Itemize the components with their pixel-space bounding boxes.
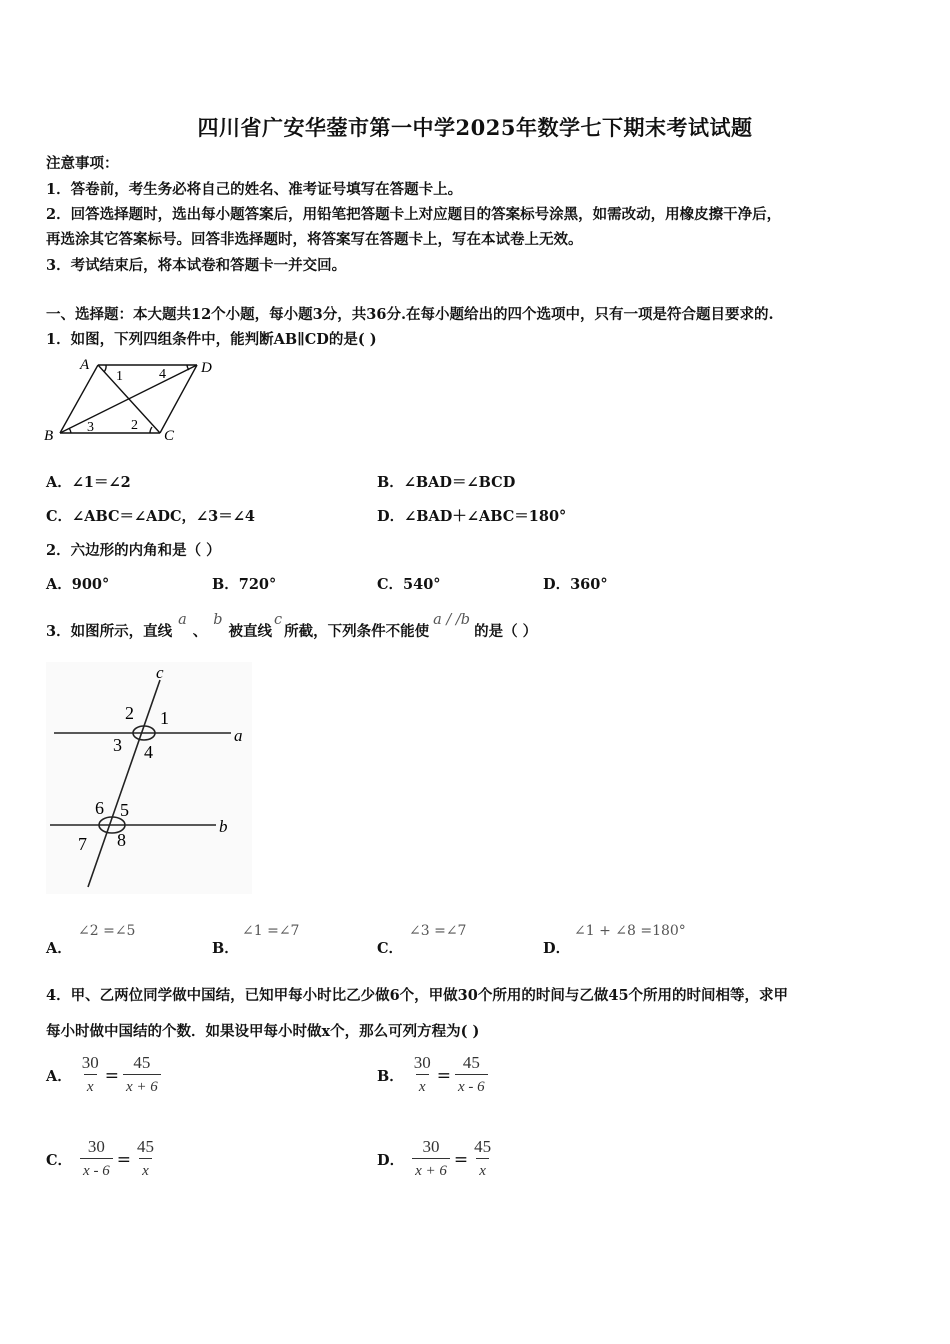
q3-option-c-label[interactable]: C． [377,940,404,957]
q3-label-4: 4 [144,742,153,762]
q3-label-3: 3 [113,735,122,755]
q3-option-a-label[interactable]: A． [46,940,72,957]
numerator: 30 [87,1137,105,1156]
q3-var-ab: a / /b [433,612,471,628]
q4-option-a-frac-right [123,1052,161,1099]
q3-stem-part5: 的是（ ） [474,623,538,640]
q3-stem [46,612,538,641]
q1-stem: 1．如图，下列四组条件中，能判断AB∥CD的是( ) [46,331,377,348]
q3-var-c: c [274,612,283,628]
q4-option-d[interactable] [377,1136,493,1183]
q1-parallelogram-figure [40,352,230,447]
denominator: x [476,1158,489,1183]
page-title: 四川省广安华蓥市第一中学2025年数学七下期末考试试题 [197,115,753,140]
notice-item-3: 3．考试结束后，将本试卷和答题卡一并交回。 [46,257,347,274]
q4-option-c[interactable] [46,1136,156,1183]
q4-option-d-frac-left [412,1136,450,1183]
numerator: 45 [474,1137,492,1156]
q4-option-c-frac-right [135,1136,156,1183]
equals-sign: = [453,1149,469,1170]
q4-option-c-frac-left [80,1136,113,1183]
equals-sign: = [104,1065,120,1086]
q2-stem: 2．六边形的内角和是（ ） [46,542,221,559]
q3-option-c-math: ∠3 =∠7 [409,923,467,939]
q2-option-b[interactable]: B．720° [212,576,277,593]
notice-item-2-cont: 再选涂其它答案标号。回答非选择题时，将答案写在答题卡上，写在本试卷上无效。 [46,231,583,248]
q3-label-c: c [156,663,164,682]
q1-label-B: B [44,428,54,444]
q1-label-4: 4 [159,367,166,382]
numerator: 45 [133,1053,151,1072]
denominator: x + 6 [412,1158,450,1183]
denominator: x - 6 [455,1074,488,1099]
q1-label-A: A [80,357,90,373]
q1-option-c[interactable]: C．∠ABC＝∠ADC，∠3＝∠4 [46,508,255,525]
q4-stem-line2: 每小时做中国结的个数．如果设甲每小时做x个，那么可列方程为( ) [46,1023,480,1040]
q4-option-d-frac-right [472,1136,493,1183]
section-heading: 一、选择题：本大题共12个小题，每小题3分，共36分.在每小题给出的四个选项中，只有一项是符合题目要求的. [46,306,774,323]
q3-label-2: 2 [125,703,134,723]
q3-label-5: 5 [120,800,129,820]
q4-option-a-label: A． [46,1068,72,1085]
q3-transversal-figure [46,662,252,894]
q3-option-a-math: ∠2 =∠5 [78,923,136,939]
q3-label-6: 6 [95,798,104,818]
q3-option-d-label[interactable]: D． [543,940,571,957]
q3-stem-part1: 3．如图所示，直线 [46,623,173,640]
q4-option-c-label: C． [46,1152,73,1169]
q1-label-1: 1 [116,369,123,384]
q3-option-d-math: ∠1 + ∠8 =180° [574,923,686,939]
q3-option-b-math: ∠1 =∠7 [242,923,300,939]
equals-sign: = [436,1065,452,1086]
q3-label-8: 8 [117,830,126,850]
q3-stem-part4: 所截，下列条件不能使 [284,623,430,640]
q4-option-d-label: D． [377,1152,405,1169]
q3-stem-part2: 、 [192,623,208,640]
q1-option-b[interactable]: B．∠BAD＝∠BCD [377,474,516,491]
q1-label-3: 3 [87,420,94,435]
q3-var-b: b [213,612,223,628]
numerator: 45 [136,1137,154,1156]
q3-label-7: 7 [78,834,87,854]
q1-label-2: 2 [131,418,138,433]
q4-option-a-frac-left [80,1052,101,1099]
numerator: 45 [462,1053,480,1072]
denominator: x + 6 [123,1074,161,1099]
q3-label-1: 1 [160,708,169,728]
q4-stem-line1: 4．甲、乙两位同学做中国结，已知甲每小时比乙少做6个，甲做30个所用的时间与乙做45个所用的时间相等，求甲 [46,987,789,1004]
denominator: x - 6 [80,1158,113,1183]
q1-option-d[interactable]: D．∠BAD＋∠ABC＝180° [377,508,567,525]
q4-option-b-frac-right [455,1052,488,1099]
notice-heading: 注意事项： [46,155,119,172]
q2-option-c[interactable]: C．540° [377,576,441,593]
denominator: x [84,1074,97,1099]
q4-option-b-frac-left [412,1052,433,1099]
q2-option-d[interactable]: D．360° [543,576,608,593]
denominator: x [139,1158,152,1183]
q1-label-C: C [164,428,175,444]
notice-item-2: 2．回答选择题时，选出每小题答案后，用铅笔把答题卡上对应题目的答案标号涂黑，如需改动，用橡皮擦干净后， [46,206,782,223]
q4-option-b[interactable] [377,1052,488,1099]
equals-sign: = [116,1149,131,1170]
q3-stem-part3: 被直线 [228,623,273,640]
q1-option-a[interactable]: A．∠1＝∠2 [46,474,131,491]
notice-item-1: 1．答卷前，考生务必将自己的姓名、准考证号填写在答题卡上。 [46,181,463,198]
q3-option-b-label[interactable]: B． [212,940,239,957]
q2-option-a[interactable]: A．900° [46,576,110,593]
numerator: 30 [413,1053,431,1072]
numerator: 30 [422,1137,440,1156]
q4-option-b-label: B． [377,1068,404,1085]
numerator: 30 [81,1053,99,1072]
q4-option-a[interactable] [46,1052,161,1099]
denominator: x [416,1074,429,1099]
q3-var-a: a [178,612,187,628]
q3-label-b: b [219,817,228,836]
q1-label-D: D [201,360,212,376]
q3-label-a: a [234,726,243,745]
